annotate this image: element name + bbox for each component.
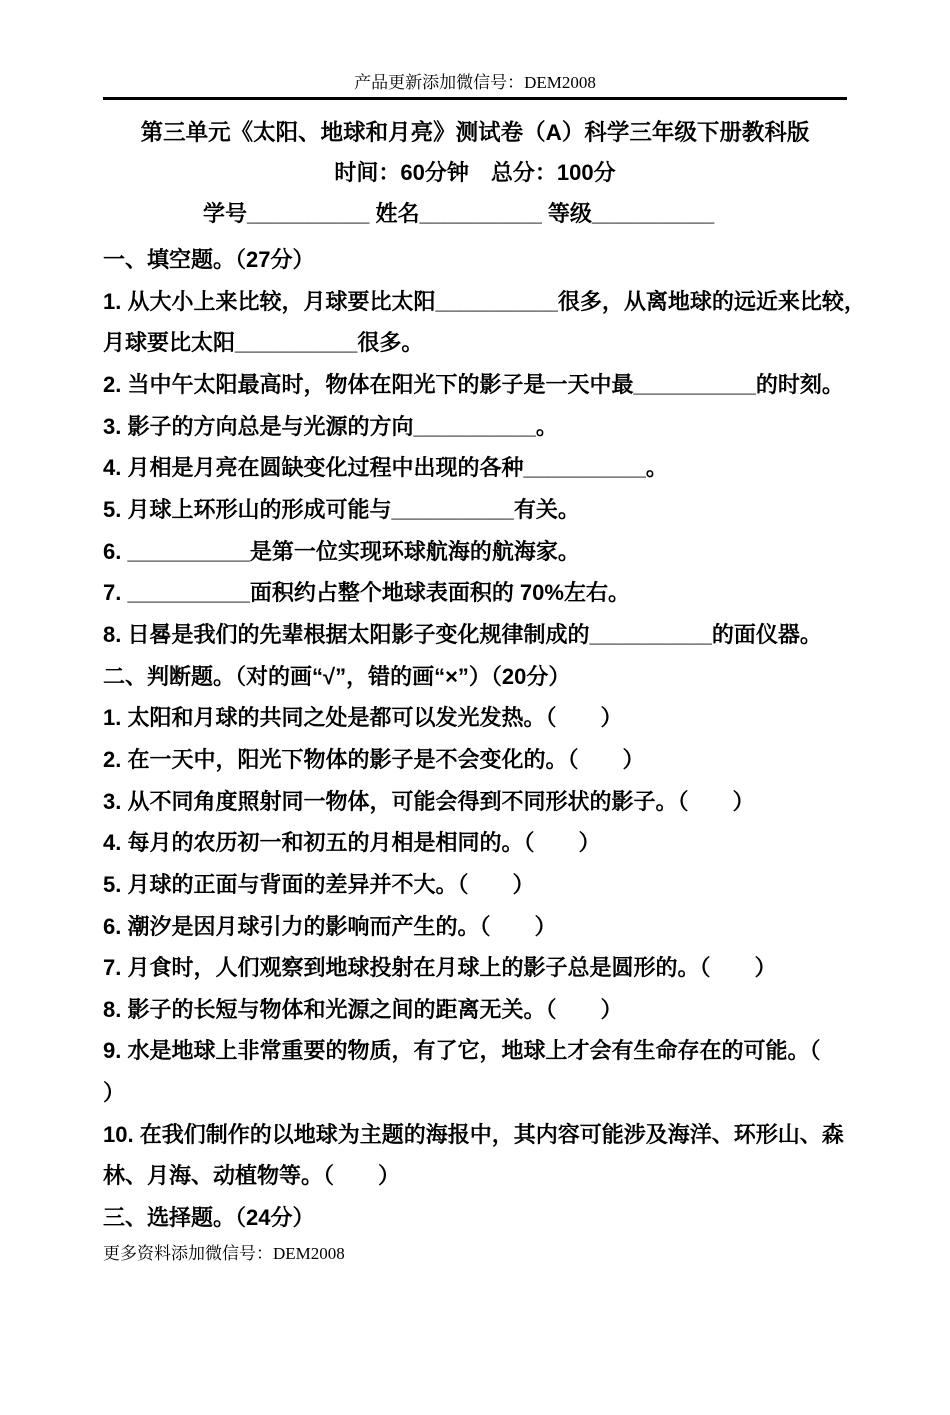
s2-q9-line1: 9. 水是地球上非常重要的物质，有了它，地球上才会有生命存在的可能。（ xyxy=(103,1038,821,1064)
header-divider xyxy=(103,97,847,100)
s1-q4: 4. 月相是月亮在圆缺变化过程中出现的各种__________。 xyxy=(103,455,668,481)
s1-q7: 7. __________面积约占整个地球表面积的 70%左右。 xyxy=(103,580,630,606)
s2-q8: 8. 影子的长短与物体和光源之间的距离无关。（ ） xyxy=(103,996,623,1022)
student-info-line: 学号__________ 姓名__________ 等级__________ xyxy=(203,201,715,226)
s2-q5: 5. 月球的正面与背面的差异并不大。（ ） xyxy=(103,871,535,897)
s1-q5: 5. 月球上环形山的形成可能与__________有关。 xyxy=(103,496,580,522)
s2-q10-line2: 林、月海、动植物等。（ ） xyxy=(103,1163,401,1189)
exam-time-score: 时间：60分钟 总分：100分 xyxy=(334,160,616,185)
s1-q1-line2: 月球要比太阳__________很多。 xyxy=(103,330,424,356)
header-note: 产品更新添加微信号：DEM2008 xyxy=(354,73,596,92)
exam-paper-page xyxy=(0,73,950,1415)
s2-q2: 2. 在一天中，阳光下物体的影子是不会变化的。（ ） xyxy=(103,746,645,772)
page-title: 第三单元《太阳、地球和月亮》测试卷（A）科学三年级下册教科版 xyxy=(140,120,810,145)
s1-q1-line1: 1. 从大小上来比较，月球要比太阳__________很多，从离地球的远近来比较， xyxy=(103,288,866,314)
s2-q7: 7. 月食时，人们观察到地球投射在月球上的影子总是圆形的。（ ） xyxy=(103,955,777,981)
section2-heading: 二、判断题。（对的画“√”，错的画“×”）（20分） xyxy=(103,663,571,689)
s1-q2: 2. 当中午太阳最高时，物体在阳光下的影子是一天中最__________的时刻。 xyxy=(103,371,844,397)
s2-q6: 6. 潮汐是因月球引力的影响而产生的。（ ） xyxy=(103,913,557,939)
section3-heading: 三、选择题。（24分） xyxy=(103,1205,315,1231)
s1-q3: 3. 影子的方向总是与光源的方向__________。 xyxy=(103,413,558,439)
footer-note: 更多资料添加微信号：DEM2008 xyxy=(103,1243,345,1263)
s2-q10-line1: 10. 在我们制作的以地球为主题的海报中，其内容可能涉及海洋、环形山、森 xyxy=(103,1121,844,1147)
s1-q6: 6. __________是第一位实现环球航海的航海家。 xyxy=(103,538,580,564)
s1-q8: 8. 日晷是我们的先辈根据太阳影子变化规律制成的__________的面仪器。 xyxy=(103,621,822,647)
s2-q3: 3. 从不同角度照射同一物体，可能会得到不同形状的影子。（ ） xyxy=(103,788,755,814)
s2-q9-line2: ） xyxy=(103,1080,126,1106)
section1-heading: 一、填空题。（27分） xyxy=(103,247,315,272)
s2-q4: 4. 每月的农历初一和初五的月相是相同的。（ ） xyxy=(103,830,601,856)
exam-body xyxy=(103,239,866,1239)
s2-q1: 1. 太阳和月球的共同之处是都可以发光发热。（ ） xyxy=(103,705,623,731)
